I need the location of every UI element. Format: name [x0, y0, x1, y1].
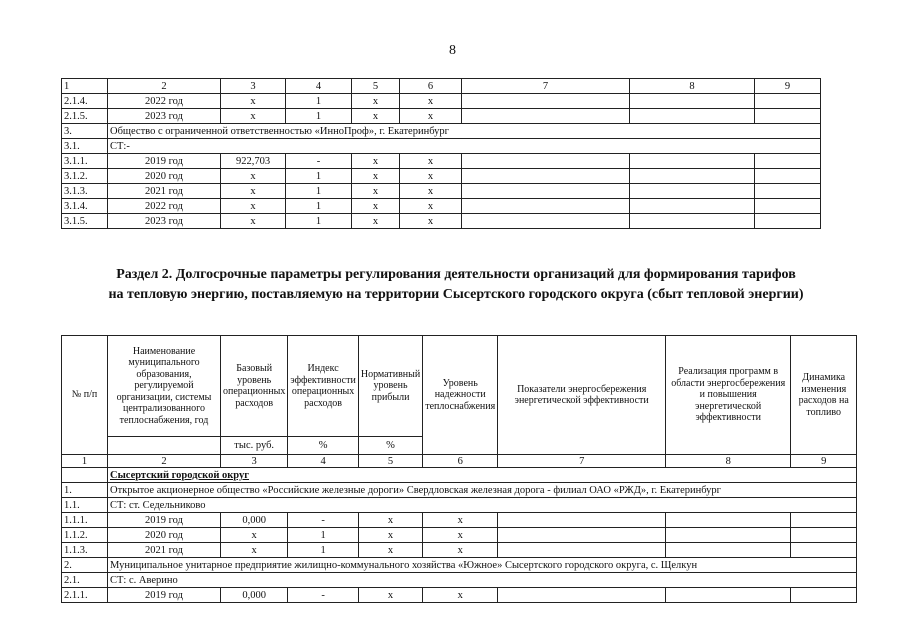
- organization-name: Муниципальное унитарное предприятие жилищно-коммунального хозяйства «Южное» Сысертского городского округа, с. Щелкун: [108, 558, 857, 573]
- cell: х: [400, 154, 462, 169]
- cell: х: [221, 94, 286, 109]
- cell: 0,000: [221, 513, 288, 528]
- cell: [630, 154, 755, 169]
- cell: [462, 154, 630, 169]
- header-programs: Реализация программ в области энергосбережения и повышения энергетической эффективности: [666, 336, 791, 455]
- row-number: 1.1.3.: [62, 543, 108, 558]
- row-number: 2.: [62, 558, 108, 573]
- cell: х: [352, 94, 400, 109]
- cell: [498, 528, 666, 543]
- cell: [462, 199, 630, 214]
- cell: [666, 513, 791, 528]
- header-number: № п/п: [62, 336, 108, 455]
- header-cell: 1: [62, 79, 108, 94]
- cell: [755, 109, 821, 124]
- cell: [62, 468, 108, 483]
- header-base-opex: Базовый уровень операционных расходов: [221, 336, 288, 437]
- table-row: [62, 169, 821, 184]
- cell: [791, 528, 857, 543]
- cell: 922,703: [221, 154, 286, 169]
- row-number: 2.1.1.: [62, 588, 108, 603]
- row-year: 2020 год: [108, 169, 221, 184]
- cell: х: [352, 154, 400, 169]
- column-number: 2: [108, 455, 221, 468]
- cell: 1: [286, 169, 352, 184]
- cell: 1: [286, 109, 352, 124]
- cell: [630, 109, 755, 124]
- cell: [498, 513, 666, 528]
- table-row: [62, 124, 821, 139]
- cell: х: [423, 513, 498, 528]
- table-row: [62, 513, 857, 528]
- heat-system-name: СТ:-: [108, 139, 821, 154]
- header-cell: 6: [400, 79, 462, 94]
- header-name: Наименование муниципального образования, регулируемой организации, системы централизованного теплоснабжения, год: [108, 336, 221, 437]
- row-year: 2022 год: [108, 199, 221, 214]
- cell: [630, 94, 755, 109]
- header-cell: 4: [286, 79, 352, 94]
- heat-system-name: СТ: ст. Седельниково: [108, 498, 857, 513]
- cell: х: [400, 199, 462, 214]
- row-number: 3.1.: [62, 139, 108, 154]
- cell: 1: [288, 528, 359, 543]
- table-header-row: [62, 79, 821, 94]
- header-cell: 9: [755, 79, 821, 94]
- row-year: 2023 год: [108, 109, 221, 124]
- cell: х: [352, 199, 400, 214]
- column-number: 7: [498, 455, 666, 468]
- header-cell: 2: [108, 79, 221, 94]
- cell: х: [358, 513, 422, 528]
- row-number: 3.1.1.: [62, 154, 108, 169]
- cell: х: [423, 528, 498, 543]
- table-row: [62, 139, 821, 154]
- table-row: [62, 468, 857, 483]
- row-number: 1.1.1.: [62, 513, 108, 528]
- row-number: 3.1.5.: [62, 214, 108, 229]
- column-number: 3: [221, 455, 288, 468]
- cell: [462, 109, 630, 124]
- row-number: 3.1.3.: [62, 184, 108, 199]
- row-number: 2.1.: [62, 573, 108, 588]
- cell: [755, 214, 821, 229]
- row-year: 2022 год: [108, 94, 221, 109]
- cell: х: [400, 184, 462, 199]
- cell: [666, 588, 791, 603]
- header-cell: 8: [630, 79, 755, 94]
- header-cell: 5: [352, 79, 400, 94]
- cell: х: [400, 214, 462, 229]
- section-title-line2: на тепловую энергию, поставляемую на территории Сысертского городского округа (сбыт тепловой энергии): [108, 287, 804, 302]
- cell: х: [221, 199, 286, 214]
- table-header-row: [62, 336, 857, 437]
- row-year: 2023 год: [108, 214, 221, 229]
- column-number: 8: [666, 455, 791, 468]
- cell: 1: [286, 199, 352, 214]
- cell: -: [288, 513, 359, 528]
- row-number: 3.1.4.: [62, 199, 108, 214]
- cell: х: [352, 169, 400, 184]
- column-number: 1: [62, 455, 108, 468]
- cell: х: [358, 588, 422, 603]
- row-number: 2.1.5.: [62, 109, 108, 124]
- header-energy-saving: Показатели энергосбережения энергетической эффективности: [498, 336, 666, 455]
- section-title: [61, 265, 851, 305]
- organization-name: Общество с ограниченной ответственностью «ИнноПроф», г. Екатеринбург: [108, 124, 821, 139]
- table-row: [62, 528, 857, 543]
- row-year: 2019 год: [108, 513, 221, 528]
- cell: [630, 214, 755, 229]
- cell: [755, 184, 821, 199]
- heat-system-name: СТ: с. Аверино: [108, 573, 857, 588]
- district-name: Сысертский городской округ: [108, 468, 857, 483]
- header-cell: 7: [462, 79, 630, 94]
- table-row: [62, 154, 821, 169]
- cell: х: [358, 543, 422, 558]
- cell: [462, 169, 630, 184]
- cell: [462, 184, 630, 199]
- cell: [791, 543, 857, 558]
- cell: [791, 588, 857, 603]
- table-row: [62, 184, 821, 199]
- row-number: 3.: [62, 124, 108, 139]
- cell: 1: [286, 94, 352, 109]
- header-profit-level: Нормативный уровень прибыли: [358, 336, 422, 437]
- column-number: 6: [423, 455, 498, 468]
- row-year: 2019 год: [108, 588, 221, 603]
- cell: [630, 199, 755, 214]
- cell: [755, 169, 821, 184]
- column-number: 5: [358, 455, 422, 468]
- column-number: 4: [288, 455, 359, 468]
- table-row: [62, 94, 821, 109]
- cell: [791, 513, 857, 528]
- page-number: 8: [449, 43, 456, 58]
- cell: 1: [288, 543, 359, 558]
- unit-cell: %: [288, 437, 359, 455]
- row-number: 1.1.: [62, 498, 108, 513]
- row-year: 2019 год: [108, 154, 221, 169]
- row-number: 1.: [62, 483, 108, 498]
- cell: [755, 94, 821, 109]
- cell: [755, 154, 821, 169]
- row-year: 2021 год: [108, 184, 221, 199]
- cell: х: [400, 94, 462, 109]
- cell: [630, 184, 755, 199]
- cell: х: [400, 109, 462, 124]
- row-number: 2.1.4.: [62, 94, 108, 109]
- row-year: 2021 год: [108, 543, 221, 558]
- cell: [498, 588, 666, 603]
- cell: х: [221, 543, 288, 558]
- table-row: [62, 543, 857, 558]
- cell: [666, 528, 791, 543]
- row-number: 3.1.2.: [62, 169, 108, 184]
- cell: х: [221, 528, 288, 543]
- cell: х: [352, 109, 400, 124]
- parameters-table: [61, 335, 857, 603]
- row-year: 2020 год: [108, 528, 221, 543]
- header-fuel-dynamics: Динамика изменения расходов на топливо: [791, 336, 857, 455]
- cell: [462, 94, 630, 109]
- cell: х: [221, 184, 286, 199]
- table-row: [62, 558, 857, 573]
- cell: -: [286, 154, 352, 169]
- table-row: [62, 214, 821, 229]
- organization-name: Открытое акционерное общество «Российские железные дороги» Свердловская железная дорога - филиал ОАО «РЖД», г. Екатеринбург: [108, 483, 857, 498]
- cell: 1: [286, 184, 352, 199]
- header-reliability: Уровень надежности теплоснабжения: [423, 336, 498, 455]
- unit-cell: [108, 437, 221, 455]
- table-row: [62, 109, 821, 124]
- table-row: [62, 498, 857, 513]
- cell: х: [423, 588, 498, 603]
- row-number: 1.1.2.: [62, 528, 108, 543]
- continuation-table: [61, 78, 821, 229]
- cell: [630, 169, 755, 184]
- cell: х: [221, 109, 286, 124]
- header-cell: 3: [221, 79, 286, 94]
- table-row: [62, 199, 821, 214]
- column-number-row: [62, 455, 857, 468]
- cell: х: [352, 214, 400, 229]
- cell: х: [221, 214, 286, 229]
- cell: 0,000: [221, 588, 288, 603]
- cell: х: [352, 184, 400, 199]
- unit-cell: тыс. руб.: [221, 437, 288, 455]
- unit-cell: %: [358, 437, 422, 455]
- cell: х: [358, 528, 422, 543]
- column-number: 9: [791, 455, 857, 468]
- table-row: [62, 573, 857, 588]
- table-row: [62, 483, 857, 498]
- cell: -: [288, 588, 359, 603]
- cell: [755, 199, 821, 214]
- table-row: [62, 588, 857, 603]
- cell: [498, 543, 666, 558]
- cell: [666, 543, 791, 558]
- cell: х: [400, 169, 462, 184]
- section-title-line1: Раздел 2. Долгосрочные параметры регулирования деятельности организаций для формирования тарифов: [116, 267, 796, 282]
- header-efficiency-index: Индекс эффективности операционных расходов: [288, 336, 359, 437]
- cell: х: [423, 543, 498, 558]
- cell: [462, 214, 630, 229]
- cell: х: [221, 169, 286, 184]
- cell: 1: [286, 214, 352, 229]
